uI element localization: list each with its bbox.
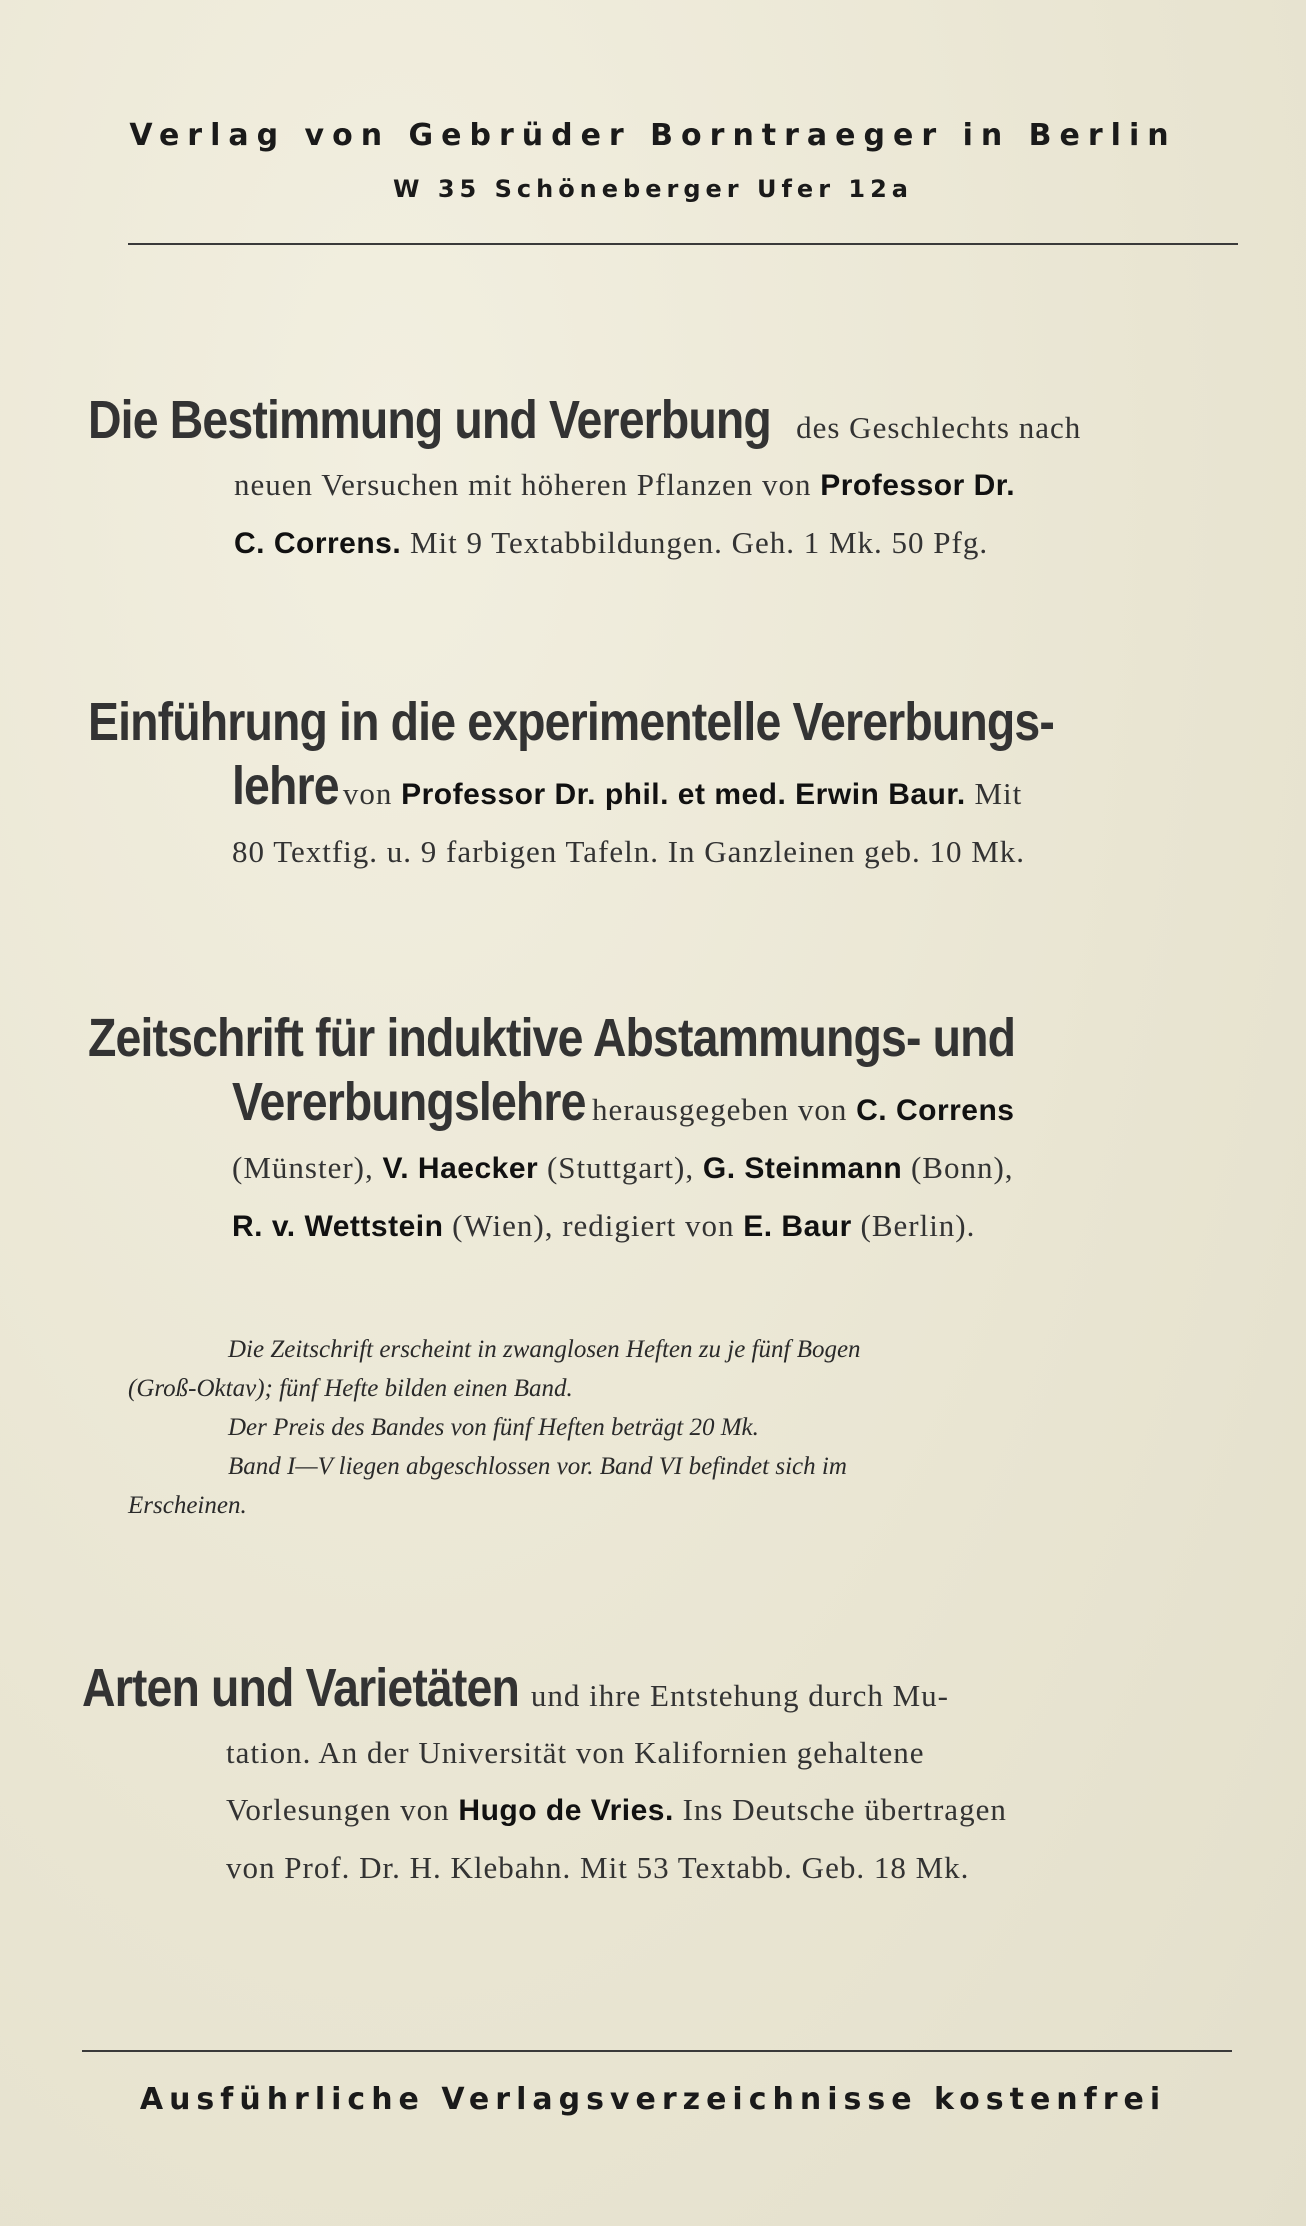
entry-einfuehrung xyxy=(88,694,1238,880)
bold-name-text: R. v. Wettstein xyxy=(232,1210,444,1243)
body-text-segment: (Wien), redigiert von xyxy=(443,1208,744,1243)
zeitschrift-notes xyxy=(128,1330,1238,1525)
note-line: Der Preis des Bandes von fünf Heften beträgt 20 Mk. xyxy=(228,1414,759,1441)
entry-zeitschrift xyxy=(88,1010,1238,1255)
body-text-segment: von Prof. Dr. H. Klebahn. Mit 53 Textabb. Geb. 18 Mk. xyxy=(226,1850,970,1885)
body-text-segment: und ihre Entstehung durch Mu- xyxy=(522,1678,950,1713)
entry-title: Die Bestimmung und Vererbung xyxy=(88,390,771,450)
body-text-segment: (Münster), xyxy=(232,1150,383,1185)
body-text-segment: (Bonn), xyxy=(902,1150,1014,1185)
body-text-segment: (Stuttgart), xyxy=(538,1150,703,1185)
catalog-footer: Ausführliche Verlagsverzeichnisse kostenfrei xyxy=(139,2082,1167,2117)
body-text-segment: tation. An der Universität von Kalifornien gehaltene xyxy=(226,1735,925,1770)
bold-name-text: C. Correns. xyxy=(234,527,402,560)
note-line: Die Zeitschrift erscheint in zwanglosen Heften zu je fünf Bogen xyxy=(228,1336,861,1363)
body-text-segment: 80 Textfig. u. 9 farbigen Tafeln. In Ganzleinen geb. 10 Mk. xyxy=(232,834,1026,869)
body-text-segment: von xyxy=(334,776,402,811)
entry-title: Einführung in die experimentelle Vererbungs- xyxy=(88,692,1054,752)
body-text-segment: Mit 9 Textabbildungen. Geh. 1 Mk. 50 Pfg. xyxy=(401,525,989,560)
note-line: (Groß-Oktav); fünf Hefte bilden einen Band. xyxy=(128,1375,573,1402)
entry-title-continued: Vererbungslehre xyxy=(232,1072,586,1132)
top-divider xyxy=(128,243,1238,245)
note-line: Band I—V liegen abgeschlossen vor. Band VI befindet sich im xyxy=(228,1453,847,1480)
entry-bestimmung xyxy=(88,392,1238,572)
body-text-segment: herausgegeben von xyxy=(583,1092,857,1127)
bold-name-text: E. Baur xyxy=(743,1210,852,1243)
entry-arten xyxy=(82,1660,1232,1896)
bold-name-text: G. Steinmann xyxy=(702,1152,903,1185)
bold-name-text: Professor Dr. xyxy=(820,469,1016,502)
bold-name-text: Hugo de Vries. xyxy=(458,1794,674,1827)
bold-name-text: Professor Dr. phil. et med. Erwin Baur. xyxy=(401,778,966,811)
body-text-segment: des Geschlechts nach xyxy=(796,410,1082,445)
bold-name-text: C. Correns xyxy=(856,1094,1015,1127)
body-text-segment: Ins Deutsche übertragen xyxy=(673,1792,1007,1827)
entry-title: Zeitschrift für induktive Abstammungs- und xyxy=(88,1008,1016,1068)
publisher-address: W 35 Schöneberger Ufer 12a xyxy=(393,175,913,203)
bottom-divider xyxy=(82,2050,1232,2052)
publisher-header xyxy=(0,118,1306,203)
body-text-segment: Vorlesungen von xyxy=(226,1792,459,1827)
body-text-segment: Mit xyxy=(965,776,1023,811)
publisher-name: Verlag von Gebrüder Borntraeger in Berlin xyxy=(129,118,1177,153)
bold-name-text: V. Haecker xyxy=(382,1152,539,1185)
note-line: Erscheinen. xyxy=(128,1492,247,1519)
entry-title: Arten und Varietäten xyxy=(82,1658,519,1718)
entry-title-continued: lehre xyxy=(232,756,339,816)
body-text-segment: (Berlin). xyxy=(851,1208,976,1243)
body-text-segment: neuen Versuchen mit höheren Pflanzen von xyxy=(234,467,821,502)
